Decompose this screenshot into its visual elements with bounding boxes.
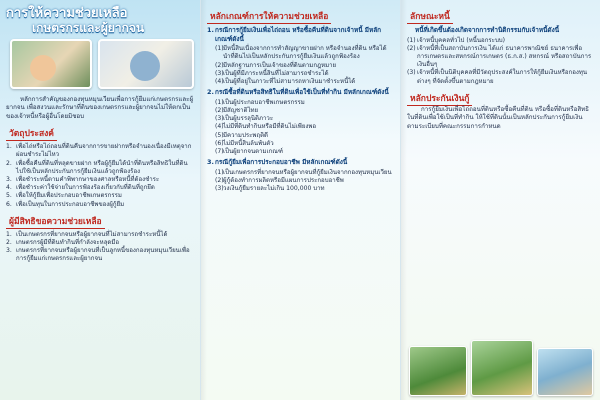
brochure-title-block: [6, 6, 194, 35]
photo-row: [6, 39, 194, 93]
criteria-group-title: 3. กรณีกู้ยืมเพื่อการประกอบอาชีพ มีหลักเกณฑ์ดังนี้: [207, 158, 348, 167]
debt-type-heading: ลักษณะหนี้: [407, 12, 453, 24]
collateral-paragraph: การกู้ยืมเงินเพื่อไถ่ถอนที่ดินหรือซื้อคืนที่ดิน หรือซื้อที่ดินหรือสิทธิในที่ดินเพื่อใช้เป็นที่ทำกิน ให้ใช้ที่ดินนั้นเป็นหลักประกันการกู้ยืมเงินตามระเบียบที่คณะกรรมการกำหนด: [407, 105, 589, 130]
list-item: (7) เป็นผู้ยากจนตามเกณฑ์: [215, 148, 283, 156]
list-item: (3) เป็นผู้บรรลุนิติภาวะ: [215, 115, 274, 123]
list-item: (2) ผู้กู้ต้องทำการผลิตหรือมีแผนการประกอบอาชีพ: [215, 177, 344, 185]
criteria-group-list: [215, 45, 394, 86]
list-item: (3) เจ้าหนี้ที่เป็นนิติบุคคลที่มีวัตถุประสงค์ในการให้กู้ยืมเงินหรือกองทุนต่างๆ ที่จัดตั้งขึ้นตามกฎหมาย: [407, 69, 588, 85]
criteria-heading: หลักเกณฑ์การให้ความช่วยเหลือ: [207, 12, 331, 24]
list-item: (4) ไม่มีที่ดินทำกินหรือมีที่ดินไม่เพียงพอ: [215, 123, 317, 131]
list-item: (1) เป็นผู้ประกอบอาชีพเกษตรกรรม: [215, 98, 305, 106]
photo-meeting: [98, 39, 194, 89]
list-item: 3. เกษตรกรที่ยากจนหรือผู้ยากจนที่เป็นลูกหนี้ของกองทุนหมุนเวียนเพื่อการกู้ยืมแก่เกษตรกรและผู้ยากจน: [6, 247, 190, 263]
list-item: (6) ไม่มีหนี้สินล้นพ้นตัว: [215, 139, 274, 147]
criteria-group-list: [215, 99, 394, 156]
photo-farmer-portrait: [537, 348, 593, 396]
photo-strip: [409, 338, 592, 396]
list-item: (2) มีสัญชาติไทย: [215, 107, 259, 114]
list-item: (2) มีหลักฐานการเป็นเจ้าของที่ดินตามกฎหมาย: [215, 61, 337, 69]
criteria-group-title: 1. กรณีการกู้ยืมเงินเพื่อไถ่ถอน หรือซื้อคืนที่ดินจากเจ้าหนี้ มีหลักเกณฑ์ดังนี้: [207, 26, 382, 43]
list-item: (5) มีความประพฤติดี: [215, 131, 268, 139]
list-item: (3) เป็นผู้ที่มีภาระหนี้สินที่ไม่สามารถชำระได้: [215, 69, 329, 77]
objectives-heading: วัตถุประสงค์: [6, 129, 57, 141]
list-item: 6. เพื่อเป็นทุนในการประกอบอาชีพของผู้กู้ยืม: [6, 200, 125, 208]
photo-farmer-crop: [471, 340, 533, 396]
list-item: 1. เพื่อไถ่หรือไถ่ถอนที่ดินคืนจากการขายฝากหรือจำนองเนื่องมีเหตุจากผ่อนชำระไม่ไหว: [6, 143, 192, 159]
list-item: 1. เป็นเกษตรกรที่ยากจนหรือผู้ยากจนที่ไม่สามารถชำระหนี้ได้: [6, 230, 168, 238]
panel-left: [0, 0, 200, 400]
criteria-group-title: 2. กรณีซื้อที่ดินหรือสิทธิในที่ดินเพื่อใช้เป็นที่ทำกิน มีหลักเกณฑ์ดังนี้: [207, 88, 389, 97]
objectives-list: [6, 143, 194, 209]
criteria-group-list: [215, 169, 394, 194]
list-item: (1) มีหนี้สินเนื่องจากการทำสัญญาขายฝาก หรือจำนองที่ดิน หรือได้นำที่ดินไปเป็นหลักประกันการกู้ยืมเงินแล้วถูกฟ้องร้อง: [215, 45, 387, 61]
list-item: 5. เพื่อให้กู้ยืมเพื่อประกอบอาชีพเกษตรกรรม: [6, 192, 122, 200]
list-item: 2. เพื่อซื้อคืนที่ดินที่หลุดขายฝาก หรือผู้กู้ยืมได้นำที่ดินหรือสิทธิในที่ดินไปใช้เป็นหลักประกันการกู้ยืมเงินแล้วถูกฟ้องร้อง: [6, 159, 188, 175]
panel-middle: [200, 0, 400, 400]
fold-shadow: [201, 0, 207, 400]
beneficiaries-list: [6, 231, 194, 264]
intro-paragraph: หลักการสำคัญของกองทุนหมุนเวียนเพื่อการกู้ยืมแก่เกษตรกรและผู้ยากจน เพื่อสงวนและรักษาที่ดินของเกษตรกรและผู้ยากจนไม่ให้ตกเป็นของเจ้าหนี้หรือผู้อื่นโดยมิชอบ: [6, 96, 194, 120]
beneficiaries-heading: ผู้มีสิทธิขอความช่วยเหลือ: [6, 217, 105, 229]
list-item: (1) เป็นเกษตรกรที่ยากจนหรือผู้ยากจนที่กู้ยืมเงินจากกองทุนหมุนเวียน: [215, 168, 392, 176]
panel-right: [400, 0, 600, 400]
list-item: (4) เป็นผู้ที่อยู่ในภาวะที่ไม่สามารถหาเงินมาชำระหนี้ได้: [215, 78, 356, 85]
debt-type-list: [407, 37, 594, 86]
photo-rice-field: [409, 346, 467, 396]
list-item: 3. เพื่อชำระหนี้ตามคำพิพากษาของศาลหรือหนี้ที่ต้องชำระ: [6, 176, 160, 184]
list-item: 4. เพื่อชำระค่าใช้จ่ายในการฟ้องร้องเกี่ยวกับที่ดินที่ถูกยึด: [6, 184, 155, 192]
brochure-title: การให้ความช่วยเหลือ: [6, 6, 128, 21]
list-item: (2) เจ้าหนี้ที่เป็นสถาบันการเงิน ได้แก่ ธนาคารพาณิชย์ ธนาคารเพื่อการเกษตรและสหกรณ์การเกษตร (ธ.ก.ส.) สหกรณ์ หรือสถาบันการเงินอื่นๆ: [407, 44, 592, 69]
brochure-subtitle: เกษตรกรและผู้ยากจน: [32, 21, 145, 35]
collateral-heading: หลักประกันเงินกู้: [407, 94, 472, 106]
list-item: (1) เจ้าหนี้บุคคลทั่วไป (หนี้นอกระบบ): [407, 36, 506, 44]
photo-farmers: [10, 39, 92, 89]
list-item: (3) วงเงินกู้ยืมรายละไม่เกิน 100,000 บาท: [215, 185, 325, 193]
list-item: 2. เกษตรกรผู้มีที่ดินทำกินที่กำลังจะหลุดมือ: [6, 239, 120, 247]
debt-type-intro: หนี้ที่เกิดขึ้นต้องเกิดจากการทำนิติกรรมกับเจ้าหนี้ดังนี้: [415, 26, 560, 34]
